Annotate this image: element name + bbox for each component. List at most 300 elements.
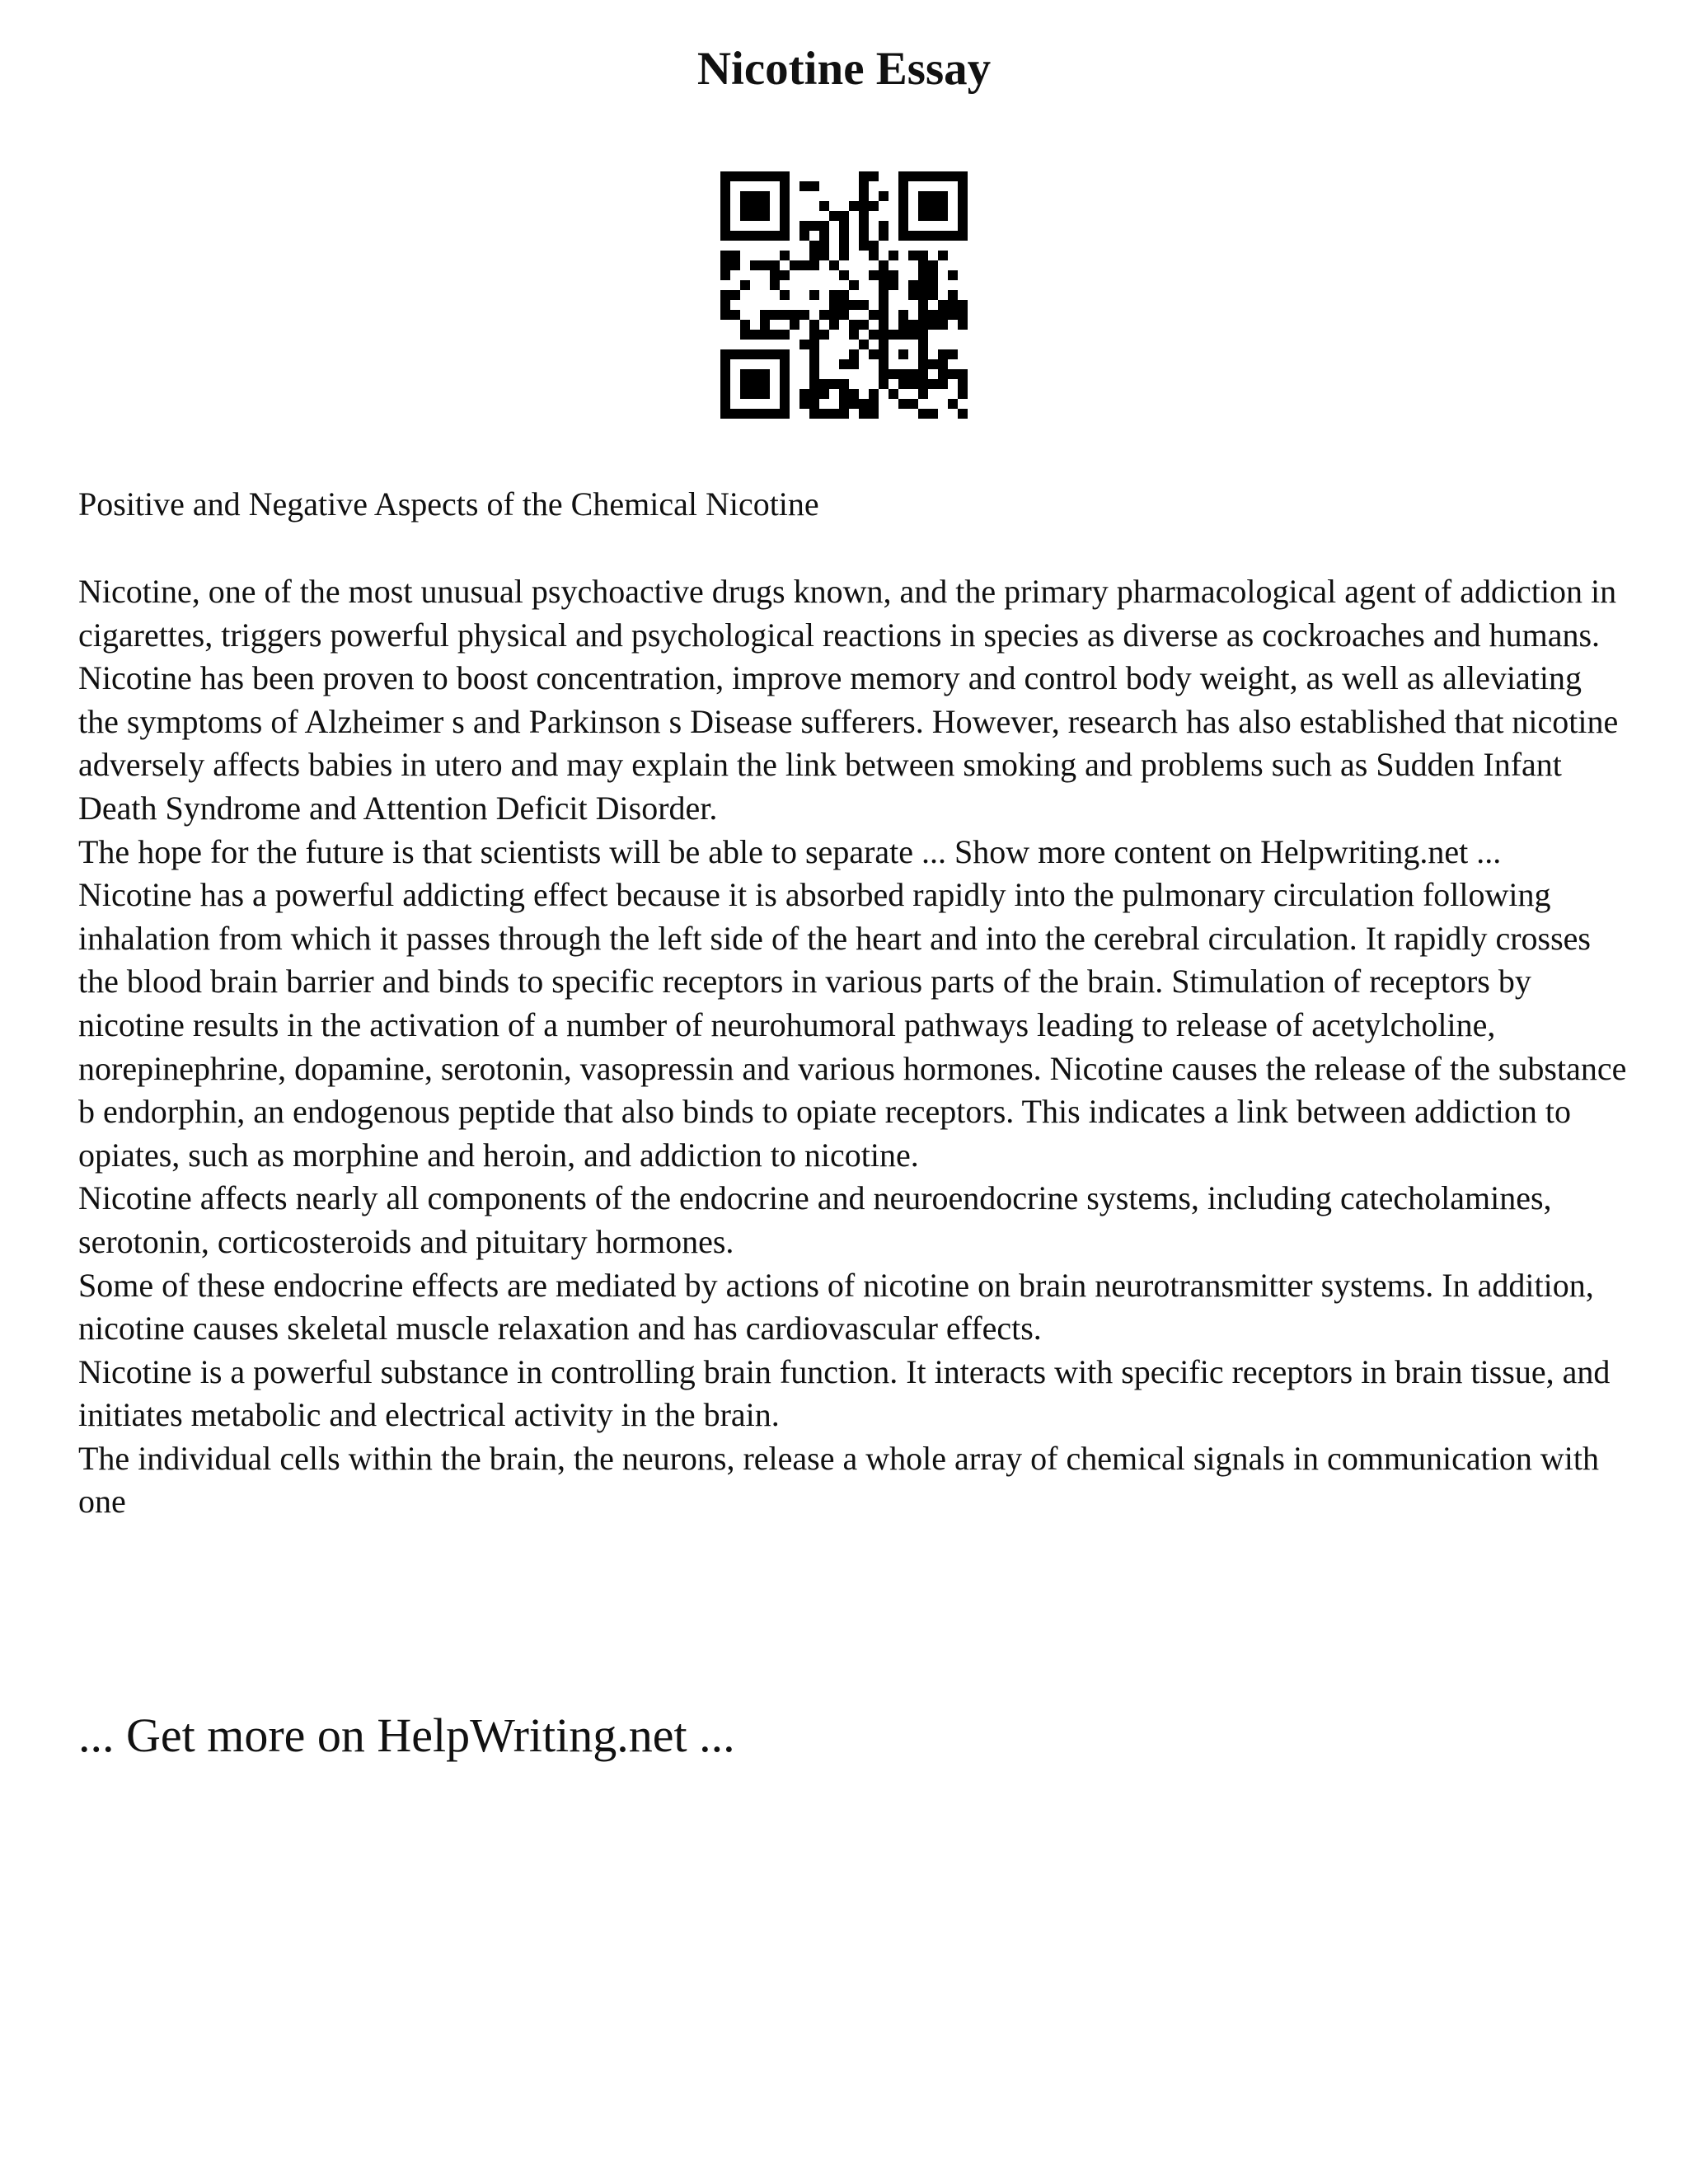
- qr-module: [720, 389, 730, 399]
- page-title: Nicotine Essay: [696, 43, 992, 95]
- qr-module: [889, 251, 898, 260]
- qr-module: [740, 389, 750, 399]
- qr-module: [780, 409, 790, 419]
- qr-module: [760, 211, 770, 221]
- qr-module: [928, 409, 938, 419]
- qr-module: [750, 191, 760, 201]
- qr-module: [809, 221, 819, 231]
- qr-module: [928, 211, 938, 221]
- qr-module: [879, 290, 889, 300]
- qr-module: [879, 300, 889, 310]
- qr-module: [928, 280, 938, 290]
- qr-module: [750, 171, 760, 181]
- qr-module: [849, 320, 859, 330]
- qr-module: [958, 320, 968, 330]
- qr-module: [730, 349, 740, 359]
- qr-module: [809, 369, 819, 379]
- qr-module: [928, 379, 938, 389]
- qr-module: [918, 251, 928, 260]
- qr-module: [829, 310, 839, 320]
- qr-module: [799, 260, 809, 270]
- qr-module: [730, 310, 740, 320]
- qr-module: [809, 290, 819, 300]
- qr-module: [928, 231, 938, 241]
- qr-module: [879, 320, 889, 330]
- qr-module: [859, 191, 869, 201]
- body-paragraph: Nicotine affects nearly all components of the endocrine and neuroendocrine systems, including catecholamines, serotonin, corticosteroids and pituitary hormones.: [78, 1179, 1552, 1260]
- qr-module: [898, 221, 908, 231]
- qr-module: [879, 349, 889, 359]
- qr-module: [958, 379, 968, 389]
- qr-module: [898, 231, 908, 241]
- qr-module: [720, 270, 730, 280]
- qr-module: [958, 171, 968, 181]
- qr-module: [750, 330, 760, 340]
- qr-module: [760, 369, 770, 379]
- qr-module: [908, 330, 918, 340]
- qr-module: [859, 399, 869, 409]
- qr-module: [750, 379, 760, 389]
- qr-module: [948, 369, 958, 379]
- qr-module: [760, 260, 770, 270]
- qr-module: [720, 300, 730, 310]
- qr-module: [869, 349, 879, 359]
- qr-module: [839, 290, 849, 300]
- qr-module: [849, 389, 859, 399]
- qr-module: [839, 211, 849, 221]
- qr-module: [780, 171, 790, 181]
- qr-module: [819, 409, 829, 419]
- qr-module: [938, 231, 948, 241]
- qr-module: [780, 369, 790, 379]
- qr-module: [859, 221, 869, 231]
- qr-module: [780, 201, 790, 211]
- qr-module: [780, 181, 790, 191]
- qr-module: [740, 409, 750, 419]
- qr-module: [889, 280, 898, 290]
- qr-module: [839, 379, 849, 389]
- qr-module: [889, 389, 898, 399]
- qr-module: [829, 379, 839, 389]
- qr-module: [809, 399, 819, 409]
- qr-module: [908, 290, 918, 300]
- qr-module: [859, 241, 869, 251]
- qr-module: [730, 260, 740, 270]
- qr-module: [898, 379, 908, 389]
- qr-module: [750, 409, 760, 419]
- qr-module: [740, 201, 750, 211]
- qr-module: [819, 201, 829, 211]
- qr-module: [720, 171, 730, 181]
- qr-module: [918, 300, 928, 310]
- qr-module: [879, 191, 889, 201]
- qr-module: [750, 231, 760, 241]
- qr-module: [938, 349, 948, 359]
- qr-module: [898, 330, 908, 340]
- qr-module: [760, 231, 770, 241]
- qr-module: [918, 201, 928, 211]
- qr-module: [740, 231, 750, 241]
- qr-module: [750, 389, 760, 399]
- qr-module: [819, 379, 829, 389]
- qr-module: [918, 171, 928, 181]
- qr-module: [809, 330, 819, 340]
- qr-module: [958, 211, 968, 221]
- qr-module: [839, 359, 849, 369]
- qr-module: [770, 270, 780, 280]
- qr-module: [839, 389, 849, 399]
- qr-module: [879, 330, 889, 340]
- qr-module: [948, 300, 958, 310]
- qr-module: [908, 231, 918, 241]
- qr-module: [928, 359, 938, 369]
- qr-module: [730, 290, 740, 300]
- qr-module: [849, 300, 859, 310]
- qr-module: [879, 280, 889, 290]
- qr-module: [918, 310, 928, 320]
- qr-code-icon: [720, 171, 968, 419]
- qr-module: [819, 241, 829, 251]
- qr-module: [958, 300, 968, 310]
- qr-module: [720, 369, 730, 379]
- qr-module: [879, 231, 889, 241]
- qr-module: [928, 290, 938, 300]
- qr-module: [770, 171, 780, 181]
- qr-module: [770, 409, 780, 419]
- qr-module: [918, 349, 928, 359]
- qr-module: [898, 399, 908, 409]
- qr-module: [908, 320, 918, 330]
- qr-module: [799, 181, 809, 191]
- qr-module: [869, 310, 879, 320]
- qr-module: [898, 191, 908, 201]
- qr-module: [720, 409, 730, 419]
- qr-module: [780, 290, 790, 300]
- qr-module: [849, 201, 859, 211]
- qr-module: [780, 389, 790, 399]
- qr-module: [799, 340, 809, 349]
- body-paragraph: The individual cells within the brain, the neurons, release a whole array of chemical signals in communication with one: [78, 1439, 1599, 1521]
- qr-module: [918, 359, 928, 369]
- qr-module: [938, 171, 948, 181]
- qr-module: [760, 191, 770, 201]
- qr-module: [839, 251, 849, 260]
- qr-module: [869, 389, 879, 399]
- qr-module: [809, 251, 819, 260]
- qr-module: [958, 389, 968, 399]
- qr-module: [898, 181, 908, 191]
- qr-module: [720, 181, 730, 191]
- qr-module: [760, 379, 770, 389]
- qr-module: [918, 211, 928, 221]
- qr-module: [958, 409, 968, 419]
- qr-module: [918, 369, 928, 379]
- qr-module: [790, 320, 799, 330]
- qr-module: [839, 270, 849, 280]
- qr-module: [809, 359, 819, 369]
- qr-module: [819, 330, 829, 340]
- qr-module: [730, 251, 740, 260]
- qr-module: [809, 340, 819, 349]
- qr-module: [879, 221, 889, 231]
- qr-module: [898, 211, 908, 221]
- qr-module: [829, 211, 839, 221]
- qr-module: [819, 221, 829, 231]
- qr-module: [770, 349, 780, 359]
- qr-module: [760, 349, 770, 359]
- qr-module: [908, 251, 918, 260]
- qr-module: [908, 369, 918, 379]
- qr-module: [958, 310, 968, 320]
- qr-module: [720, 191, 730, 201]
- qr-module: [918, 330, 928, 340]
- qr-module: [760, 389, 770, 399]
- qr-module: [938, 379, 948, 389]
- qr-module: [948, 270, 958, 280]
- qr-module: [740, 379, 750, 389]
- qr-module: [918, 260, 928, 270]
- qr-module: [750, 260, 760, 270]
- qr-module: [829, 300, 839, 310]
- qr-module: [918, 270, 928, 280]
- qr-module: [849, 330, 859, 340]
- qr-module: [958, 181, 968, 191]
- qr-module: [869, 399, 879, 409]
- qr-module: [859, 211, 869, 221]
- qr-module: [928, 201, 938, 211]
- qr-module: [938, 191, 948, 201]
- qr-module: [809, 379, 819, 389]
- qr-module: [879, 310, 889, 320]
- qr-module: [780, 191, 790, 201]
- qr-module: [730, 231, 740, 241]
- qr-module: [809, 389, 819, 399]
- qr-module: [799, 399, 809, 409]
- qr-module: [740, 171, 750, 181]
- qr-module: [839, 300, 849, 310]
- qr-module: [928, 310, 938, 320]
- qr-module: [760, 320, 770, 330]
- qr-module: [948, 171, 958, 181]
- qr-module: [898, 310, 908, 320]
- qr-module: [898, 369, 908, 379]
- qr-module: [829, 409, 839, 419]
- qr-module: [750, 201, 760, 211]
- qr-module: [780, 379, 790, 389]
- qr-module: [908, 280, 918, 290]
- qr-module: [740, 320, 750, 330]
- qr-module: [948, 231, 958, 241]
- qr-module: [780, 330, 790, 340]
- get-more-link[interactable]: ... Get more on HelpWriting.net ...: [78, 1708, 735, 1762]
- qr-module: [938, 369, 948, 379]
- qr-module: [879, 270, 889, 280]
- qr-module: [760, 310, 770, 320]
- qr-module: [859, 231, 869, 241]
- qr-module: [879, 359, 889, 369]
- qr-module: [898, 171, 908, 181]
- qr-module: [859, 181, 869, 191]
- qr-module: [720, 359, 730, 369]
- qr-module: [948, 290, 958, 300]
- essay-subtitle: Positive and Negative Aspects of the Chemical Nicotine: [78, 485, 819, 523]
- qr-module: [720, 201, 730, 211]
- qr-module: [898, 320, 908, 330]
- qr-module: [770, 330, 780, 340]
- qr-module: [859, 409, 869, 419]
- qr-module: [849, 349, 859, 359]
- qr-module: [849, 280, 859, 290]
- qr-module: [780, 349, 790, 359]
- qr-module: [928, 171, 938, 181]
- qr-module: [938, 201, 948, 211]
- qr-module: [879, 260, 889, 270]
- qr-module: [839, 409, 849, 419]
- qr-module: [790, 310, 799, 320]
- qr-module: [750, 211, 760, 221]
- qr-module: [839, 221, 849, 231]
- qr-module: [958, 191, 968, 201]
- qr-module: [938, 251, 948, 260]
- qr-module: [898, 349, 908, 359]
- qr-module: [908, 171, 918, 181]
- qr-module: [740, 330, 750, 340]
- qr-module: [809, 409, 819, 419]
- qr-module: [958, 221, 968, 231]
- qr-module: [869, 270, 879, 280]
- qr-module: [720, 310, 730, 320]
- qr-module: [809, 320, 819, 330]
- qr-module: [799, 231, 809, 241]
- qr-module: [869, 409, 879, 419]
- qr-module: [720, 251, 730, 260]
- qr-module: [740, 369, 750, 379]
- qr-module: [819, 251, 829, 260]
- essay-body: [78, 570, 1628, 1524]
- qr-module: [819, 310, 829, 320]
- qr-module: [918, 280, 928, 290]
- qr-module: [780, 270, 790, 280]
- body-paragraph: Nicotine has a powerful addicting effect because it is absorbed rapidly into the pulmonary circulation following inhalation from which it passes through the left side of the heart and into the cerebral circulation. It rapidly crosses the blood brain barrier and binds to specific receptors in various parts of the brain. Stimulation of receptors by nicotine results in the activation of a number of neurohumoral pathways leading to release of acetylcholine, norepinephrine, dopamine, serotonin, vasopressin and various hormones. Nicotine causes the release of the substance b endorphin, an endogenous peptide that also binds to opiate receptors. This indicates a link between addiction to opiates, such as morphine and heroin, and addiction to nicotine.: [78, 876, 1627, 1174]
- qr-module: [918, 191, 928, 201]
- qr-module: [760, 330, 770, 340]
- qr-module: [889, 330, 898, 340]
- qr-module: [859, 300, 869, 310]
- qr-module: [948, 310, 958, 320]
- qr-module: [760, 201, 770, 211]
- qr-module: [869, 201, 879, 211]
- qr-module: [829, 290, 839, 300]
- qr-module: [918, 231, 928, 241]
- qr-module: [799, 389, 809, 399]
- qr-module: [839, 310, 849, 320]
- qr-module: [720, 399, 730, 409]
- qr-module: [859, 340, 869, 349]
- qr-module: [740, 191, 750, 201]
- qr-module: [938, 310, 948, 320]
- qr-module: [928, 270, 938, 280]
- qr-module: [799, 221, 809, 231]
- qr-module: [780, 231, 790, 241]
- qr-module: [819, 231, 829, 241]
- qr-module: [889, 270, 898, 280]
- qr-module: [879, 379, 889, 389]
- qr-module: [829, 260, 839, 270]
- qr-module: [780, 399, 790, 409]
- qr-module: [720, 211, 730, 221]
- body-paragraph: The hope for the future is that scientists will be able to separate ... Show more content on Helpwriting.net ...: [78, 832, 1502, 870]
- qr-module: [720, 221, 730, 231]
- qr-module: [869, 251, 879, 260]
- qr-module: [958, 201, 968, 211]
- qr-module: [760, 171, 770, 181]
- qr-module: [740, 349, 750, 359]
- qr-module: [859, 171, 869, 181]
- qr-module: [720, 290, 730, 300]
- qr-module: [770, 231, 780, 241]
- qr-module: [780, 359, 790, 369]
- qr-module: [849, 359, 859, 369]
- qr-module: [849, 399, 859, 409]
- qr-module: [839, 241, 849, 251]
- qr-module: [918, 379, 928, 389]
- qr-module: [770, 310, 780, 320]
- qr-module: [918, 409, 928, 419]
- qr-module: [859, 320, 869, 330]
- qr-module: [780, 310, 790, 320]
- qr-module: [938, 320, 948, 330]
- qr-module: [918, 389, 928, 399]
- qr-module: [859, 201, 869, 211]
- qr-module: [780, 211, 790, 221]
- qr-module: [869, 330, 879, 340]
- qr-module: [869, 171, 879, 181]
- qr-module: [780, 251, 790, 260]
- qr-module: [740, 211, 750, 221]
- qr-module: [948, 399, 958, 409]
- qr-module: [918, 340, 928, 349]
- qr-module: [720, 231, 730, 241]
- qr-module: [908, 399, 918, 409]
- qr-module: [770, 260, 780, 270]
- body-paragraph: Some of these endocrine effects are mediated by actions of nicotine on brain neurotransmitter systems. In addition, nicotine causes skeletal muscle relaxation and has cardiovascular effects.: [78, 1266, 1594, 1347]
- qr-module: [938, 211, 948, 221]
- qr-module: [809, 241, 819, 251]
- qr-module: [770, 280, 780, 290]
- qr-module: [918, 290, 928, 300]
- qr-module: [760, 409, 770, 419]
- qr-module: [938, 300, 948, 310]
- qr-module: [928, 320, 938, 330]
- qr-module: [720, 349, 730, 359]
- qr-module: [730, 171, 740, 181]
- qr-module: [908, 379, 918, 389]
- qr-module: [809, 181, 819, 191]
- qr-module: [720, 379, 730, 389]
- qr-module: [839, 231, 849, 241]
- body-paragraph: Nicotine is a powerful substance in controlling brain function. It interacts with specific receptors in brain tissue, and initiates metabolic and electrical activity in the brain.: [78, 1352, 1611, 1434]
- qr-module: [740, 280, 750, 290]
- qr-module: [790, 260, 799, 270]
- qr-module: [780, 221, 790, 231]
- qr-module: [938, 359, 948, 369]
- qr-module: [879, 369, 889, 379]
- qr-module: [928, 191, 938, 201]
- qr-module: [819, 389, 829, 399]
- qr-module: [799, 310, 809, 320]
- qr-module: [809, 260, 819, 270]
- qr-module: [958, 231, 968, 241]
